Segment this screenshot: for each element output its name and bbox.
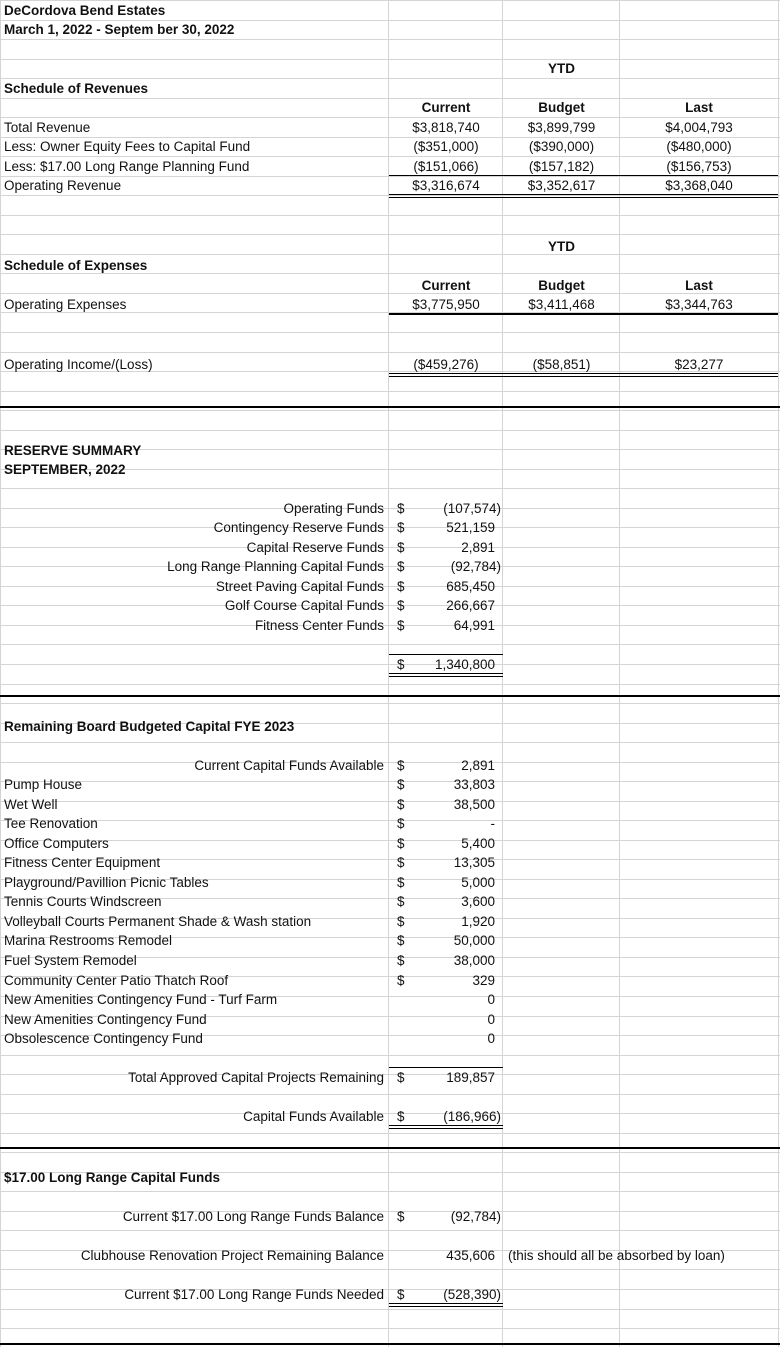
- long-range-needed-value: (528,390): [443, 1287, 501, 1302]
- reserve-row-value: 521,159: [446, 520, 495, 535]
- long-range-needed-dollar: $: [397, 1287, 405, 1302]
- capital-funds-rule-2: [389, 1128, 503, 1129]
- expense-current-value: $3,775,950: [412, 297, 480, 312]
- capital-item-label: Playground/Pavillion Picnic Tables: [4, 875, 209, 890]
- capital-total-label: Total Approved Capital Projects Remaining: [128, 1070, 384, 1085]
- capital-item-label: Wet Well: [4, 797, 58, 812]
- revenue-col-budget: Budget: [538, 100, 585, 115]
- grid-row-line: [0, 664, 780, 665]
- revenue-section-title: Schedule of Revenues: [4, 81, 149, 96]
- grid-row-line: [0, 430, 780, 431]
- grid-row-line: [0, 1230, 780, 1231]
- grid-row-line: [0, 1055, 780, 1056]
- capital-item-dollar: $: [397, 933, 405, 948]
- reserve-row-value: 64,991: [453, 618, 495, 633]
- capital-item-value: 0: [487, 1012, 495, 1027]
- reserve-total-dollar: $: [397, 657, 405, 672]
- revenue-current-value: $3,316,674: [412, 178, 480, 193]
- clubhouse-value: 435,606: [446, 1248, 495, 1263]
- capital-item-label: Volleyball Courts Permanent Shade & Wash station: [4, 914, 312, 929]
- capital-item-label: Fuel System Remodel: [4, 953, 137, 968]
- capital-item-dollar: $: [397, 973, 405, 988]
- revenue-current-value: ($151,066): [413, 159, 479, 174]
- long-range-needed-label: Current $17.00 Long Range Funds Needed: [124, 1287, 384, 1302]
- grid-row-line: [0, 840, 780, 841]
- capital-title: Remaining Board Budgeted Capital FYE 2023: [4, 719, 295, 734]
- reserve-row-label: Fitness Center Funds: [254, 618, 384, 633]
- capital-item-dollar: $: [397, 875, 405, 890]
- income-rule-2: [389, 376, 778, 377]
- reserve-total-value: 1,340,800: [434, 657, 495, 672]
- capital-item-dollar: $: [397, 953, 405, 968]
- capital-available-label: Current Capital Funds Available: [194, 758, 384, 773]
- grid-row-line: [0, 39, 780, 40]
- expense-budget-value: $3,411,468: [528, 297, 595, 312]
- capital-item-dollar: $: [397, 855, 405, 870]
- grid-column-line: [619, 0, 620, 1347]
- capital-total-value: 189,857: [446, 1070, 495, 1085]
- grid-row-line: [0, 684, 780, 685]
- section-divider: [0, 1147, 780, 1149]
- grid-row-line: [0, 742, 780, 743]
- grid-row-line: [0, 1269, 780, 1270]
- capital-item-value: 0: [487, 992, 495, 1007]
- revenue-current-value: ($351,000): [413, 139, 479, 154]
- long-range-needed-rule-1: [389, 1303, 503, 1304]
- capital-item-label: Fitness Center Equipment: [4, 855, 161, 870]
- reserve-row-dollar: $: [397, 540, 405, 555]
- income-rule-1: [389, 373, 778, 374]
- capital-item-value: 38,500: [453, 797, 495, 812]
- capital-total-dollar: $: [397, 1070, 405, 1085]
- clubhouse-label: Clubhouse Renovation Project Remaining Balance: [80, 1248, 384, 1263]
- reserve-row-label: Capital Reserve Funds: [246, 540, 384, 555]
- capital-item-value: 33,803: [453, 777, 495, 792]
- grid-row-line: [0, 1152, 780, 1153]
- capital-item-dollar: $: [397, 816, 405, 831]
- grid-row-line: [0, 195, 780, 196]
- grid-row-line: [0, 59, 780, 60]
- long-range-balance-dollar: $: [397, 1209, 405, 1224]
- capital-item-label: New Amenities Contingency Fund - Turf Farm: [4, 992, 278, 1007]
- capital-item-label: Obsolescence Contingency Fund: [4, 1031, 203, 1046]
- grid-row-line: [0, 1309, 780, 1310]
- capital-item-value: 0: [487, 1031, 495, 1046]
- expense-last-value: $3,344,763: [665, 297, 733, 312]
- capital-item-dollar: $: [397, 894, 405, 909]
- grid-row-line: [0, 1328, 780, 1329]
- reserve-row-value: (92,784): [450, 559, 501, 574]
- grid-row-line: [0, 352, 780, 353]
- grid-row-line: [0, 391, 780, 392]
- grid-column-line: [0, 0, 1, 1347]
- reserve-row-dollar: $: [397, 598, 405, 613]
- clubhouse-note: (this should all be absorbed by loan): [508, 1248, 725, 1263]
- reserve-row-value: (107,574): [443, 501, 501, 516]
- capital-available-value: 2,891: [461, 758, 495, 773]
- grid-column-line: [778, 0, 779, 1347]
- capital-item-value: 5,400: [461, 836, 495, 851]
- capital-item-label: Community Center Patio Thatch Roof: [4, 973, 229, 988]
- grid-row-line: [0, 781, 780, 782]
- capital-item-label: Marina Restrooms Remodel: [4, 933, 173, 948]
- capital-funds-rule-1: [389, 1125, 503, 1126]
- grid-row-line: [0, 820, 780, 821]
- long-range-title: $17.00 Long Range Capital Funds: [4, 1170, 221, 1185]
- long-range-balance-label: Current $17.00 Long Range Funds Balance: [122, 1209, 384, 1224]
- operating-income-last: $23,277: [674, 357, 724, 372]
- revenue-row-label: Less: $17.00 Long Range Planning Fund: [4, 159, 250, 174]
- operating-income-budget: ($58,851): [532, 357, 591, 372]
- org-name: DeCordova Bend Estates: [4, 3, 166, 18]
- capital-item-value: -: [490, 816, 495, 831]
- capital-item-value: 38,000: [453, 953, 495, 968]
- capital-item-value: 1,920: [461, 914, 495, 929]
- reserve-row-dollar: $: [397, 501, 405, 516]
- long-range-needed-rule-2: [389, 1306, 503, 1307]
- reserve-row-label: Contingency Reserve Funds: [213, 520, 384, 535]
- capital-item-label: New Amenities Contingency Fund: [4, 1012, 207, 1027]
- capital-item-label: Pump House: [4, 777, 83, 792]
- grid-row-line: [0, 644, 780, 645]
- capital-item-label: Tee Renovation: [4, 816, 98, 831]
- reserve-row-dollar: $: [397, 559, 405, 574]
- reserve-row-label: Golf Course Capital Funds: [224, 598, 384, 613]
- section-divider: [0, 695, 780, 697]
- expense-section-title: Schedule of Expenses: [4, 258, 148, 273]
- revenue-budget-value: $3,352,617: [527, 178, 596, 193]
- grid-row-line: [0, 703, 780, 704]
- expense-col-current: Current: [421, 278, 471, 293]
- grid-row-line: [0, 332, 780, 333]
- reserve-title: RESERVE SUMMARY: [4, 443, 142, 458]
- grid-row-line: [0, 1133, 780, 1134]
- grid-row-line: [0, 1094, 780, 1095]
- expense-ytd-label: YTD: [548, 239, 575, 254]
- capital-item-value: 50,000: [453, 933, 495, 948]
- revenue-total-rule-1: [389, 194, 778, 195]
- capital-funds-dollar: $: [397, 1109, 405, 1124]
- revenue-total-rule-2: [389, 197, 778, 198]
- reserve-total-rule-2: [389, 676, 503, 677]
- revenue-last-value: ($480,000): [666, 139, 732, 154]
- expense-col-last: Last: [685, 278, 713, 293]
- grid-row-line: [0, 801, 780, 802]
- reserve-row-label: Operating Funds: [283, 501, 384, 516]
- grid-row-line: [0, 410, 780, 411]
- revenue-budget-value: ($390,000): [528, 139, 595, 154]
- reserve-row-dollar: $: [397, 579, 405, 594]
- sheet-bottom-rule: [0, 1343, 780, 1345]
- capital-available-dollar: $: [397, 758, 405, 773]
- revenue-last-value: $3,368,040: [665, 178, 733, 193]
- revenue-last-value: $4,004,793: [665, 120, 733, 135]
- section-divider: [0, 406, 780, 408]
- report-period: March 1, 2022 - Septem ber 30, 2022: [4, 22, 235, 37]
- reserve-row-dollar: $: [397, 520, 405, 535]
- reserve-total-rule-1: [389, 673, 503, 674]
- revenue-row-label: Less: Owner Equity Fees to Capital Fund: [4, 139, 251, 154]
- grid-row-line: [0, 254, 780, 255]
- grid-row-line: [0, 234, 780, 235]
- revenue-budget-value: $3,899,799: [527, 120, 596, 135]
- operating-income-label: Operating Income/(Loss): [4, 357, 153, 372]
- grid-row-line: [0, 488, 780, 489]
- revenue-budget-value: ($157,182): [528, 159, 595, 174]
- revenue-row-label: Operating Revenue: [4, 178, 122, 193]
- capital-item-value: 13,305: [453, 855, 495, 870]
- expense-row-label: Operating Expenses: [4, 297, 127, 312]
- capital-item-label: Tennis Courts Windscreen: [4, 894, 162, 909]
- revenue-row-label: Total Revenue: [4, 120, 91, 135]
- reserve-row-value: 2,891: [461, 540, 495, 555]
- capital-funds-value: (186,966): [443, 1109, 501, 1124]
- reserve-row-label: Street Paving Capital Funds: [215, 579, 384, 594]
- capital-item-value: 329: [472, 973, 495, 988]
- capital-item-dollar: $: [397, 836, 405, 851]
- reserve-row-value: 266,667: [446, 598, 495, 613]
- capital-funds-label: Capital Funds Available: [243, 1109, 384, 1124]
- revenue-col-last: Last: [685, 100, 713, 115]
- revenue-current-value: $3,818,740: [412, 120, 480, 135]
- capital-item-dollar: $: [397, 797, 405, 812]
- revenue-col-current: Current: [421, 100, 471, 115]
- capital-item-value: 3,600: [461, 894, 495, 909]
- capital-item-value: 5,000: [461, 875, 495, 890]
- long-range-balance-value: (92,784): [450, 1209, 501, 1224]
- capital-item-dollar: $: [397, 777, 405, 792]
- capital-item-dollar: $: [397, 914, 405, 929]
- expense-total-rule: [389, 313, 778, 315]
- operating-income-current: ($459,276): [413, 357, 479, 372]
- revenue-last-value: ($156,753): [666, 159, 732, 174]
- reserve-row-dollar: $: [397, 618, 405, 633]
- grid-row-line: [0, 1191, 780, 1192]
- revenue-ytd-label: YTD: [548, 61, 575, 76]
- grid-row-line: [0, 215, 780, 216]
- capital-item-label: Office Computers: [4, 836, 109, 851]
- reserve-row-value: 685,450: [446, 579, 495, 594]
- reserve-subtitle: SEPTEMBER, 2022: [4, 462, 126, 477]
- expense-col-budget: Budget: [538, 278, 585, 293]
- reserve-row-label: Long Range Planning Capital Funds: [167, 559, 384, 574]
